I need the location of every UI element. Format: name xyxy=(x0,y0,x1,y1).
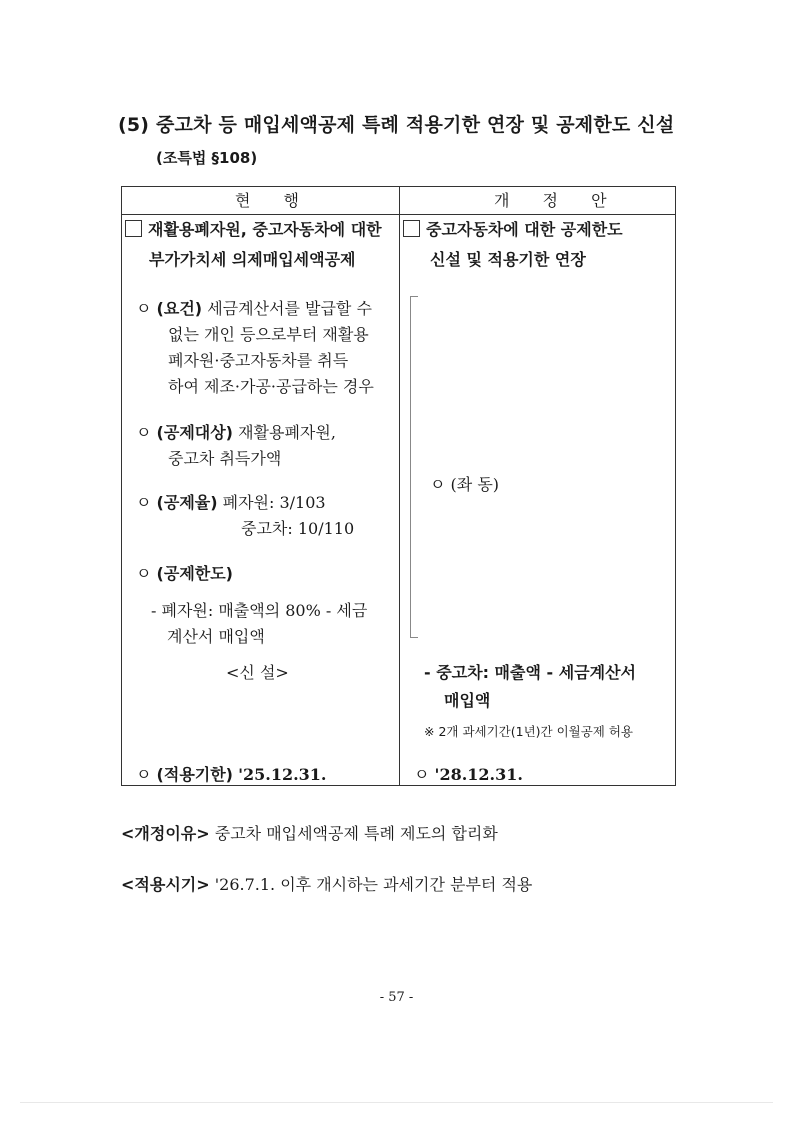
right-carryover-note: ※ 2개 과세기간(1년)간 이월공제 허용 xyxy=(424,724,634,739)
revision-reason: <개정이유> 중고차 매입세액공제 특례 제도의 합리화 xyxy=(121,824,498,843)
left-req-line2: 없는 개인 등으로부터 재활용 xyxy=(168,325,369,344)
left-req-line4: 하여 제조·가공·공급하는 경우 xyxy=(168,377,374,396)
right-item-title-2: 신설 및 적용기한 연장 xyxy=(430,250,586,269)
header-divider xyxy=(121,214,676,215)
left-target-line2: 중고차 취득가액 xyxy=(168,449,282,468)
left-requirement: ㅇ (요건) 세금계산서를 발급할 수 xyxy=(136,299,372,318)
checkbox-icon xyxy=(403,220,420,237)
footer-rule xyxy=(20,1102,773,1103)
right-car-line1: - 중고차: 매출액 - 세금계산서 xyxy=(424,663,636,682)
header-revised: 개 정 안 xyxy=(494,191,621,210)
section-title: (5) 중고차 등 매입세액공제 특례 적용기한 연장 및 공제한도 신설 xyxy=(118,114,675,136)
right-item-title-1: 중고자동차에 대한 공제한도 xyxy=(403,220,623,239)
left-item-title-1: 재활용폐자원, 중고자동차에 대한 xyxy=(125,220,382,239)
left-period: ㅇ (적용기한) '25.12.31. xyxy=(136,765,327,784)
left-limit: ㅇ (공제한도) xyxy=(136,564,233,583)
left-limit-line2: 계산서 매입액 xyxy=(167,627,265,646)
left-new-marker: <신 설> xyxy=(226,663,289,682)
left-target: ㅇ (공제대상) 재활용폐자원, xyxy=(136,423,336,442)
page-number: - 57 - xyxy=(379,990,414,1005)
left-limit-line1: - 폐자원: 매출액의 80% - 세금 xyxy=(151,601,368,620)
column-divider xyxy=(399,186,400,786)
right-same: ㅇ (좌 동) xyxy=(430,475,500,494)
checkbox-icon xyxy=(125,220,142,237)
left-rate: ㅇ (공제율) 폐자원: 3/103 xyxy=(136,493,326,512)
same-bracket xyxy=(410,296,418,638)
right-car-line2: 매입액 xyxy=(444,691,491,710)
left-req-line3: 폐자원·중고자동차를 취득 xyxy=(168,351,349,370)
header-current: 현 행 xyxy=(235,191,313,210)
right-period: ㅇ '28.12.31. xyxy=(414,765,523,784)
left-rate-line2: 중고차: 10/110 xyxy=(241,519,355,538)
application-date: <적용시기> '26.7.1. 이후 개시하는 과세기간 분부터 적용 xyxy=(121,875,533,894)
left-item-title-2: 부가가치세 의제매입세액공제 xyxy=(149,250,356,269)
law-reference: (조특법 §108) xyxy=(156,149,258,167)
